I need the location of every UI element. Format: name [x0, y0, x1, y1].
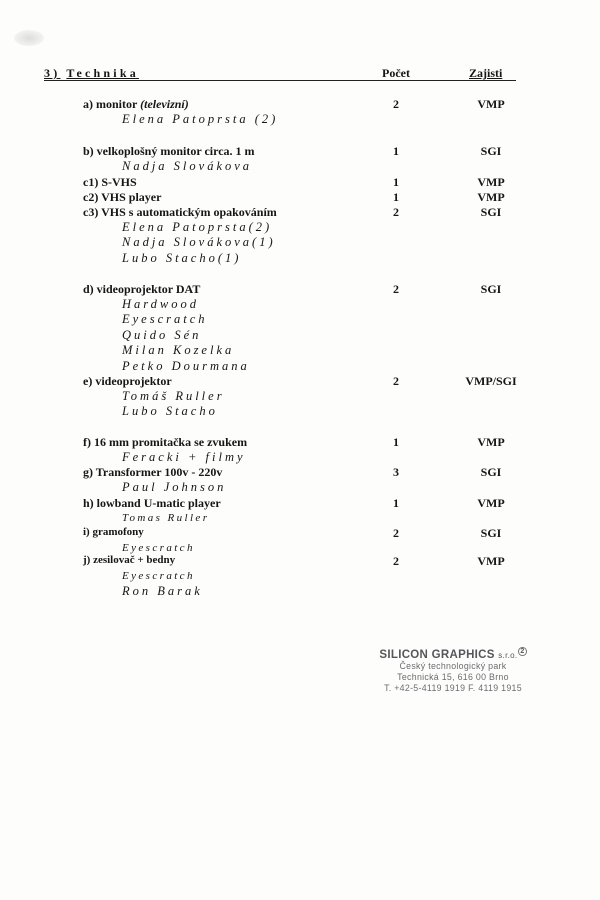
artist-name: Tomas Ruller	[122, 512, 210, 524]
artist-name: Lubo Stacho	[122, 404, 218, 419]
artist-name: Elena Patoprsta (2)	[122, 112, 279, 126]
stamp-phone-line: T. +42-5-4119 1919 F. 4119 1915	[384, 682, 522, 693]
artist-name: Lubo Stacho(1)	[122, 250, 242, 265]
artist-list	[122, 112, 278, 127]
equipment-list: a) monitor (televizní) 2 VMP Elena Patoprsta (2) b) velkoplošný monitor circa. 1 m 1 SGI Nadja Slovákova c1) S-VHS 1 VMP c2) VHS player 1 VMP c3) VHS s automatickým opakováním 2 SGI Elena Patoprsta(2) Nadja Slovákova(1) Lubo Stacho(1) d) videoprojektor DAT 2 SGI Hardwood Eyescratch Quido Sén Milan Kozelka Petko Dourmana e) videoprojektor 2 VMP/SGI Tomáš Ruller Lubo Stacho f) 16 mm promitačka se zvukem 1 VMP Feracki + filmy g) Transformer 100v - 220v 3 SGI Paul Johnson h) lowband U-matic player 1 VMP Tomas Ruller i) gramofony 2 SGI Eyescratch j) zesilovač + bedny 2 VMP Eyescratch Ron Barak	[83, 97, 517, 598]
artist-name: Eyescratch	[122, 312, 208, 327]
artist-name: Nadja Slovákova	[122, 159, 253, 173]
artist-name: Paul Johnson	[122, 480, 227, 494]
registered-mark-icon: 2	[520, 648, 525, 655]
artist-list	[122, 511, 209, 526]
artist-name: Eyescratch	[122, 542, 195, 554]
stamp-address-line: Technická 15, 616 00 Brno	[397, 671, 509, 682]
artist-list	[122, 159, 252, 174]
artist-name: Nadja Slovákova(1)	[122, 235, 276, 250]
stamp-company-name: SILICON GRAPHICS s.r.o. $^2$	[379, 648, 525, 661]
artist-name: Hardwood	[122, 297, 200, 311]
artist-list	[122, 450, 246, 465]
artist-list	[122, 480, 226, 495]
artist-list	[122, 389, 225, 420]
artist-name: Milan Kozelka	[122, 343, 235, 358]
column-header-provider: Zajisti	[469, 66, 503, 80]
section-heading: 3) Technika	[44, 66, 139, 80]
artist-name: Ron Barak	[122, 583, 203, 598]
artist-name: Quido Sén	[122, 327, 202, 342]
artist-name: Elena Patoprsta(2)	[122, 220, 273, 234]
stamp-address-line: Český technologický park	[399, 660, 507, 671]
artist-list	[122, 297, 250, 374]
artist-name: Petko Dourmana	[122, 358, 250, 373]
artist-name: Eyescratch	[122, 570, 195, 582]
company-stamp	[358, 648, 548, 694]
artist-list	[122, 569, 203, 599]
artist-name: Tomáš Ruller	[122, 389, 225, 403]
column-header-count: Počet	[382, 66, 410, 80]
artist-list	[122, 220, 276, 266]
artist-name: Feracki + filmy	[122, 450, 246, 464]
